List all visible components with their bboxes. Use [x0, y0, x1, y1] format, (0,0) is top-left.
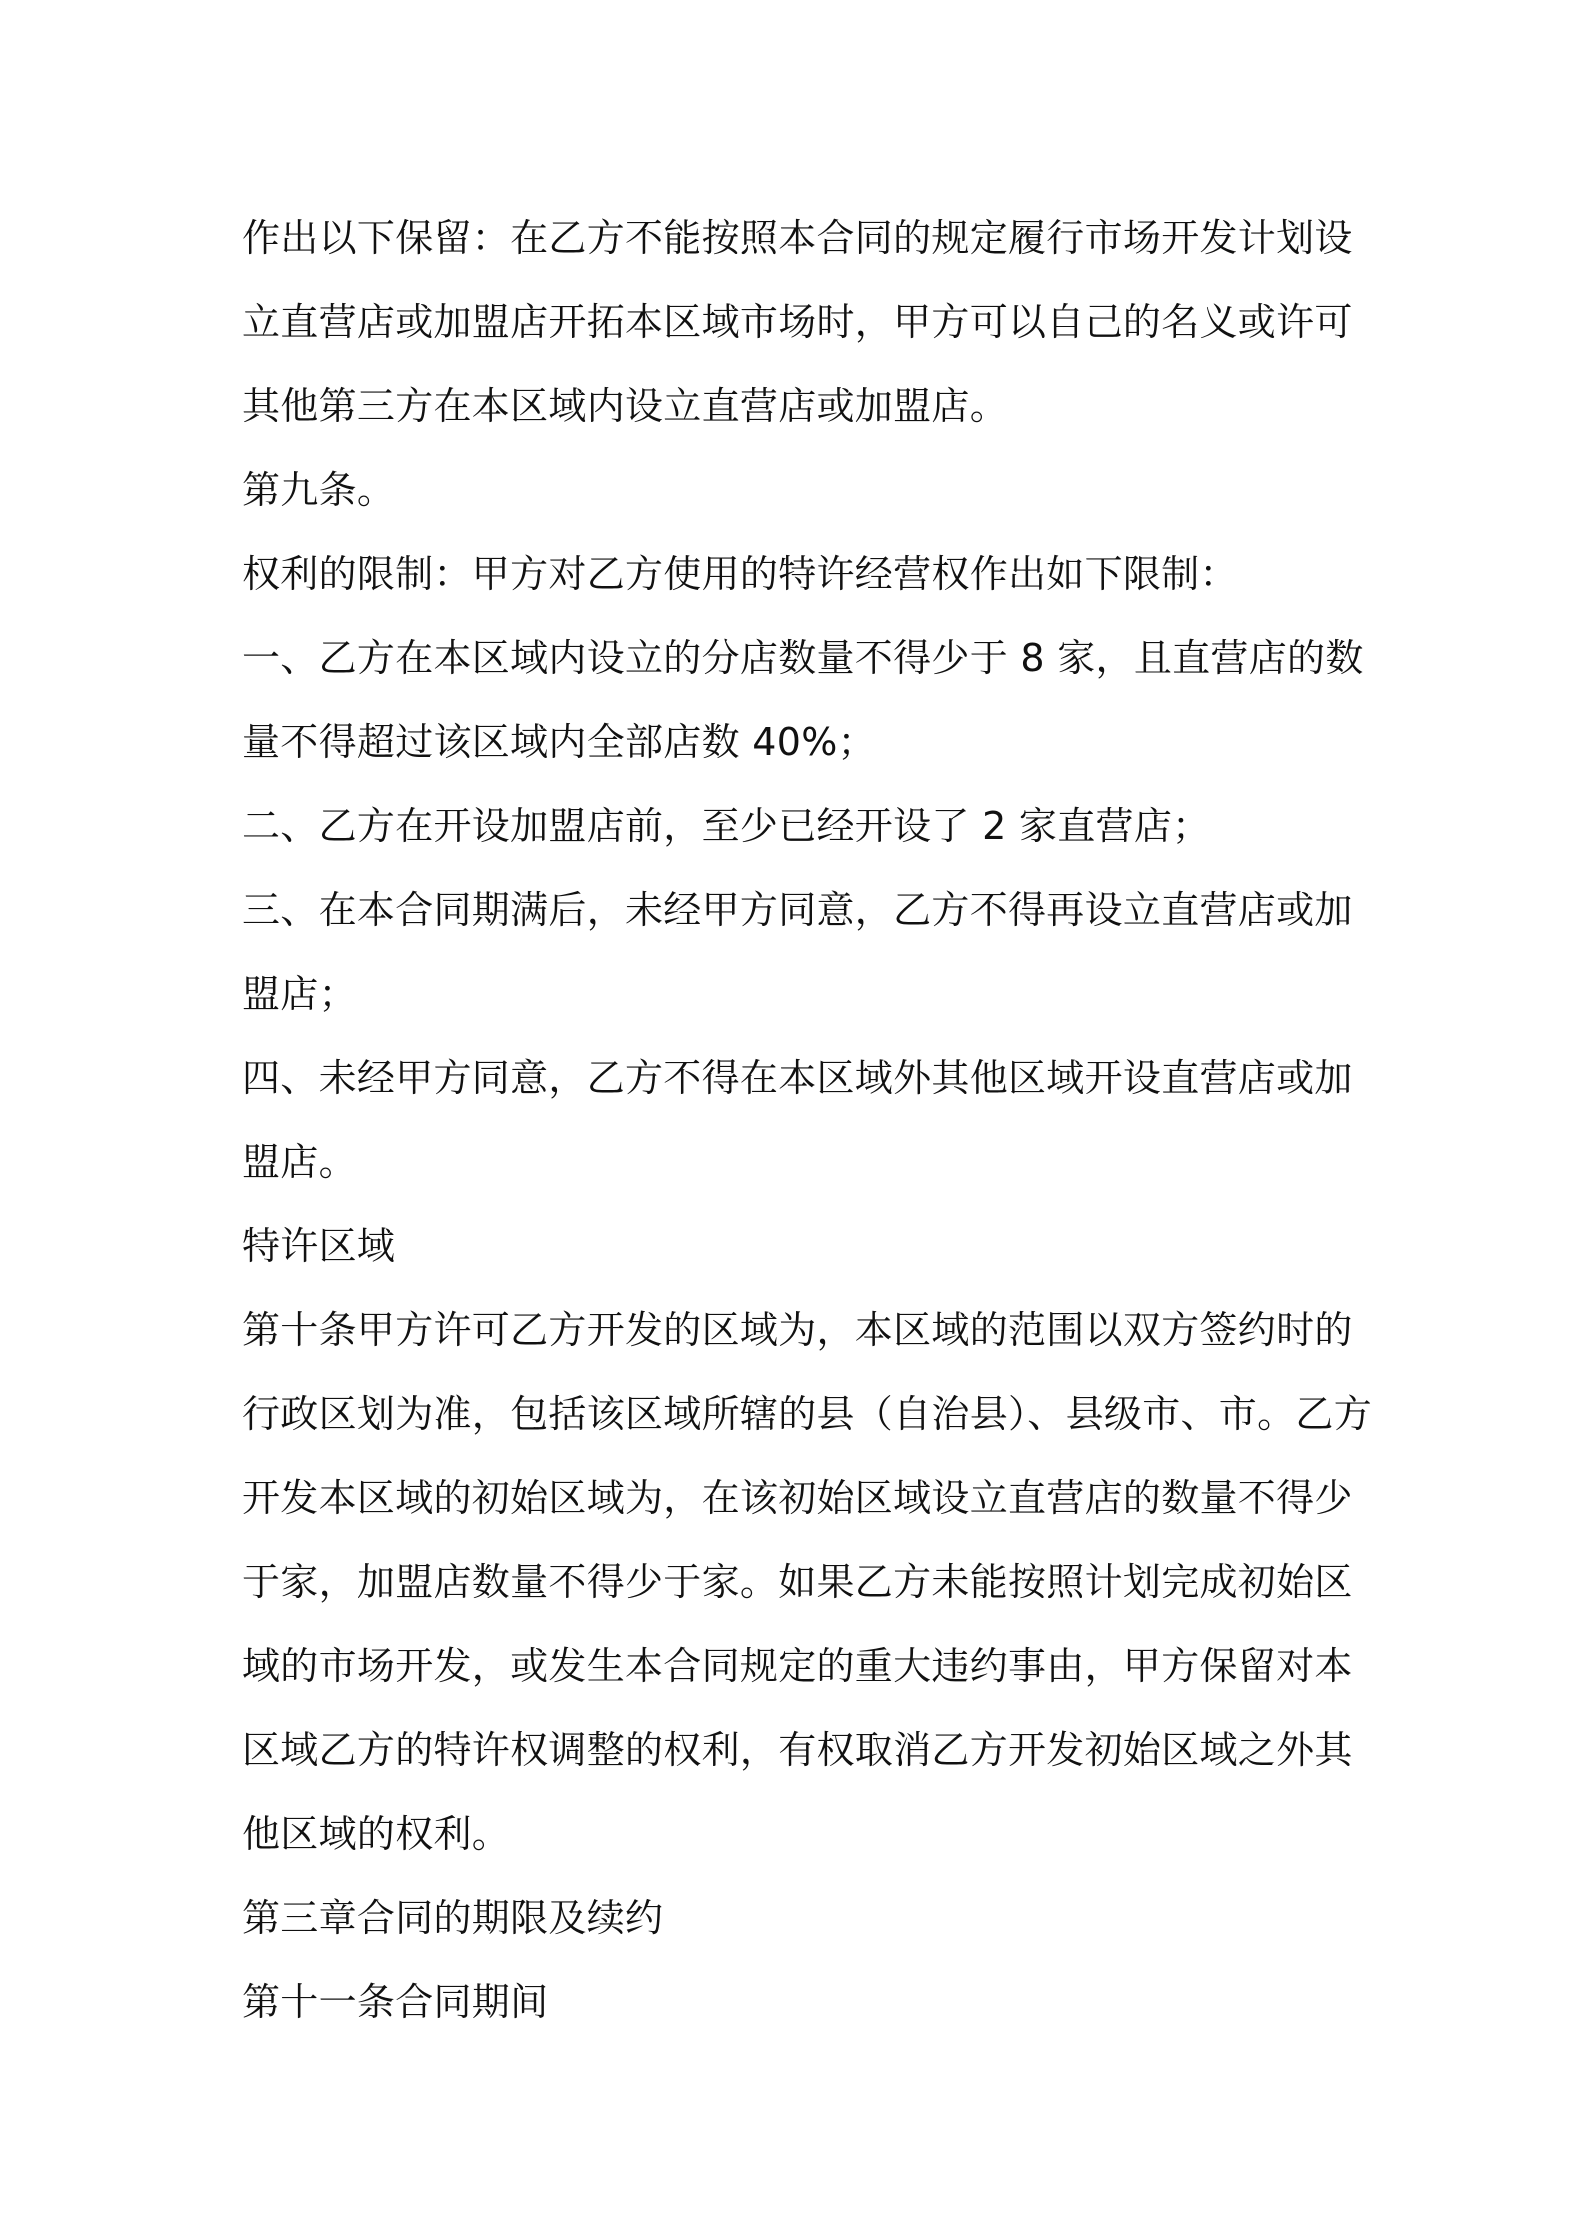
document-body	[242, 196, 1373, 2044]
text-line: 盟店。	[242, 1140, 357, 1184]
list-item-1: 一、乙方在本区域内设立的分店数量不得少于 8 家，且直营店的数	[242, 636, 1364, 680]
text-line: 其他第三方在本区域内设立直营店或加盟店。	[242, 384, 1009, 428]
text-line: 于家，加盟店数量不得少于家。如果乙方未能按照计划完成初始区	[242, 1560, 1353, 1604]
text-line: 域的市场开发，或发生本合同规定的重大违约事由，甲方保留对本	[242, 1644, 1353, 1688]
text-line: 立直营店或加盟店开拓本区域市场时，甲方可以自己的名义或许可	[242, 300, 1353, 344]
chapter-heading-3: 第三章合同的期限及续约	[242, 1896, 664, 1940]
text-line: 开发本区域的初始区域为，在该初始区域设立直营店的数量不得少	[242, 1476, 1353, 1520]
section-heading-article-11: 第十一条合同期间	[242, 1980, 549, 2024]
text-line: 行政区划为准，包括该区域所辖的县（自治县）、县级市、市。乙方	[242, 1392, 1373, 1436]
text-line: 量不得超过该区域内全部店数 40%；	[242, 720, 876, 764]
text-line: 他区域的权利。	[242, 1812, 511, 1856]
text-line: 盟店；	[242, 972, 357, 1016]
text-line: 作出以下保留：在乙方不能按照本合同的规定履行市场开发计划设	[242, 216, 1353, 260]
section-heading-franchise-area: 特许区域	[242, 1224, 396, 1268]
section-heading-article-9: 第九条。	[242, 468, 396, 512]
text-line: 区域乙方的特许权调整的权利，有权取消乙方开发初始区域之外其	[242, 1728, 1353, 1772]
list-item-2: 二、乙方在开设加盟店前，至少已经开设了 2 家直营店；	[242, 804, 1211, 848]
text-line: 权利的限制：甲方对乙方使用的特许经营权作出如下限制：	[242, 552, 1238, 596]
list-item-3: 三、在本合同期满后，未经甲方同意，乙方不得再设立直营店或加	[242, 888, 1353, 932]
list-item-4: 四、未经甲方同意，乙方不得在本区域外其他区域开设直营店或加	[242, 1056, 1353, 1100]
text-line: 第十条甲方许可乙方开发的区域为，本区域的范围以双方签约时的	[242, 1308, 1353, 1352]
